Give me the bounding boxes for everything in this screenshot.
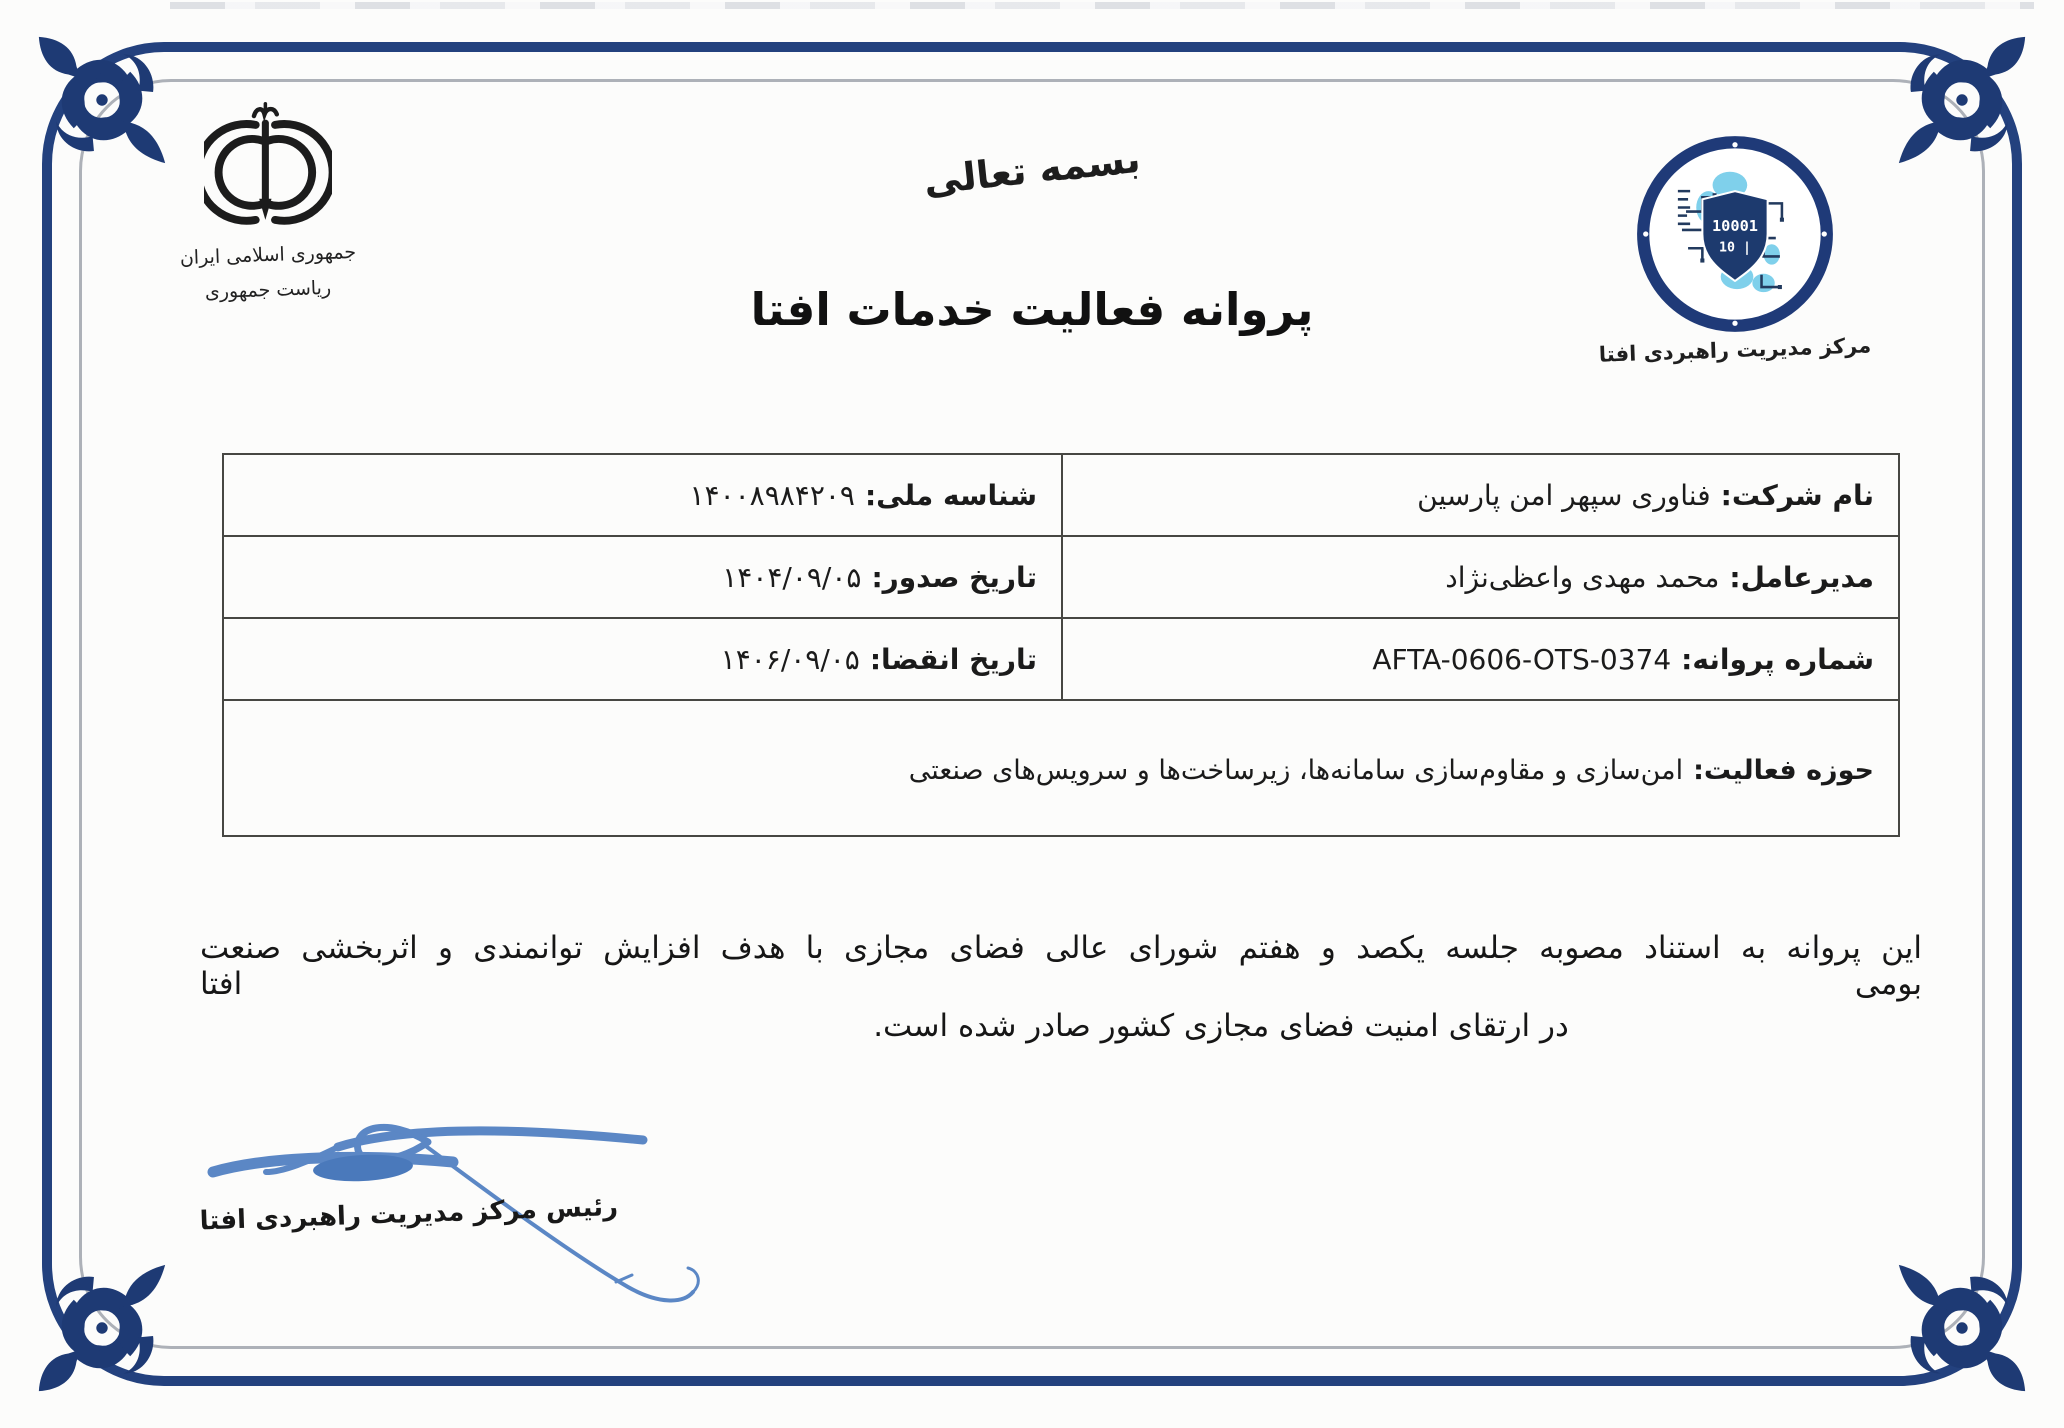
company-name-cell bbox=[1061, 455, 1898, 537]
afta-shield-text-line2: | 10 bbox=[1719, 240, 1751, 256]
activity-cell bbox=[224, 701, 1898, 839]
body-text-line2: در ارتقای امنیت فضای مجازی کشور صادر شده است. bbox=[873, 1008, 1569, 1044]
issue-date-cell bbox=[224, 537, 1061, 619]
activity-value: امن‌سازی و مقاوم‌سازی سامانه‌ها، زیرساخت‌ها و سرویس‌های صنعتی bbox=[908, 754, 1684, 786]
license-number-cell bbox=[1061, 619, 1898, 701]
afta-logo-icon bbox=[1633, 132, 1837, 336]
expiry-date-cell bbox=[224, 619, 1061, 701]
scan-artifact bbox=[170, 2, 2034, 9]
iran-emblem-icon bbox=[204, 102, 332, 234]
afta-logo-caption: مرکز مدیریت راهبردی افتا bbox=[1598, 333, 1872, 367]
info-table bbox=[222, 453, 1900, 837]
national-id-cell bbox=[224, 455, 1061, 537]
national-id-label: شناسه ملی: bbox=[864, 478, 1037, 512]
certificate-title: پروانه فعالیت خدمات افتا bbox=[750, 283, 1314, 336]
ceo-value: محمد مهدی واعظی‌نژاد bbox=[1445, 560, 1720, 594]
emblem-caption-line1: جمهوری اسلامی ایران bbox=[179, 240, 357, 270]
corner-ornament-bottom-left-icon bbox=[7, 1233, 197, 1423]
expiry-date-value: ۱۴۰۶/۰۹/۰۵ bbox=[720, 642, 860, 676]
afta-shield-text-line1: 10001 bbox=[1711, 216, 1759, 235]
signature-title: رئیس مرکز مدیریت راهبردی افتا bbox=[199, 1191, 619, 1237]
bismillah-text: بسمه تعالی bbox=[921, 136, 1143, 204]
body-text-line1: این پروانه به استناد مصوبه جلسه یکصد و هفتم شورای عالی فضای مجازی با هدف افزایش توانمندی و اثربخشی صنعت بومی افتا bbox=[200, 930, 1922, 1002]
iran-emblem-block bbox=[168, 102, 368, 308]
activity-label: حوزه فعالیت: bbox=[1693, 754, 1874, 786]
issue-date-label: تاریخ صدور: bbox=[871, 560, 1037, 594]
license-number-value: AFTA-0606-OTS-0374 bbox=[1372, 642, 1672, 676]
company-name-value: فناوری سپهر امن پارسین bbox=[1417, 478, 1711, 512]
national-id-value: ۱۴۰۰۸۹۸۴۲۰۹ bbox=[689, 478, 855, 512]
corner-ornament-top-right-icon bbox=[1867, 5, 2057, 195]
issue-date-value: ۱۴۰۴/۰۹/۰۵ bbox=[722, 560, 862, 594]
company-name-label: نام شرکت: bbox=[1720, 478, 1874, 512]
corner-ornament-bottom-right-icon bbox=[1867, 1233, 2057, 1423]
ceo-label: مدیرعامل: bbox=[1729, 560, 1874, 594]
emblem-caption-line2: ریاست جمهوری bbox=[204, 276, 332, 304]
ceo-cell bbox=[1061, 537, 1898, 619]
expiry-date-label: تاریخ انقضا: bbox=[869, 642, 1037, 676]
license-number-label: شماره پروانه: bbox=[1681, 642, 1874, 676]
